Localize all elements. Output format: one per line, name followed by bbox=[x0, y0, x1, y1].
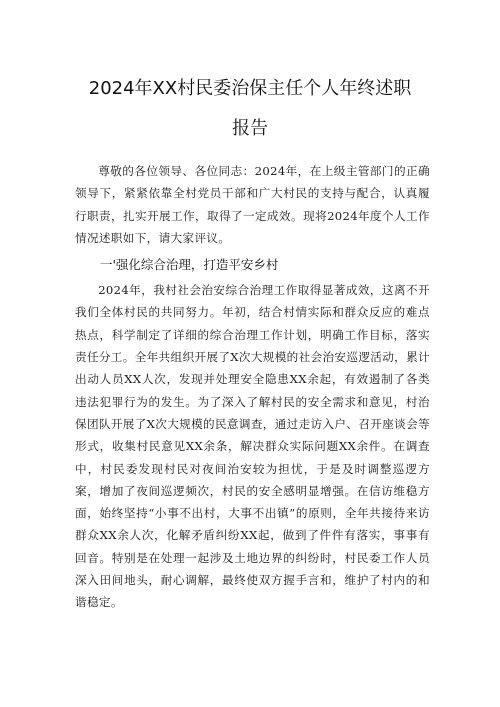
section-1-paragraph: 2024年，我村社会治安综合治理工作取得显著成效，这离不开我们全体村民的共同努力。年初，结合村情实际和群众反应的难点热点，科学制定了详细的综合治理工作计划，明确工作目标，落实责任分工。全年共组织开展了X次大规模的社会治安巡逻活动，累计出动人员XX人次，发现并处理安全隐患XX余起，有效遏制了各类违法犯罪行为的发生。为了深入了解村民的安全需求和意见，村治保团队开展了X次大规模的民意调查，通过走访入户、召开座谈会等形式，收集村民意见XX余条，解决群众实际问题XX余件。在调查中，村民委发现村民对夜间治安较为担忧，于是及时调整巡逻方案，增加了夜间巡逻频次，村民的安全感明显增强。在信访维稳方面，始终坚持“小事不出村，大事不出镇”的原则，全年共接待来访群众XX余人次，化解矛盾纠纷XX起，做到了件件有落实，事事有回音。特别是在处理一起涉及土地边界的纠纷时，村民委工作人员深入田间地头，耐心调解，最终使双方握手言和，维护了村内的和谐稳定。 bbox=[75, 283, 430, 610]
title-line-2: 报告 bbox=[232, 118, 268, 139]
title-line-1: 2024年XX村民委治保主任个人年终述职 bbox=[88, 78, 412, 99]
intro-paragraph: 尊敬的各位领导、各位同志：2024年，在上级主管部门的正确领导下，紧紧依靠全村党员干部和广大村民的支持与配合，认真履行职责，扎实开展工作，取得了一定成效。现将2024年度个人工作情况述职如下，请大家评议。 bbox=[75, 164, 430, 245]
section-heading-1: 一'强化综合治理，打造平安乡村 bbox=[100, 257, 279, 273]
document-title bbox=[60, 78, 440, 140]
document-body bbox=[75, 160, 430, 614]
